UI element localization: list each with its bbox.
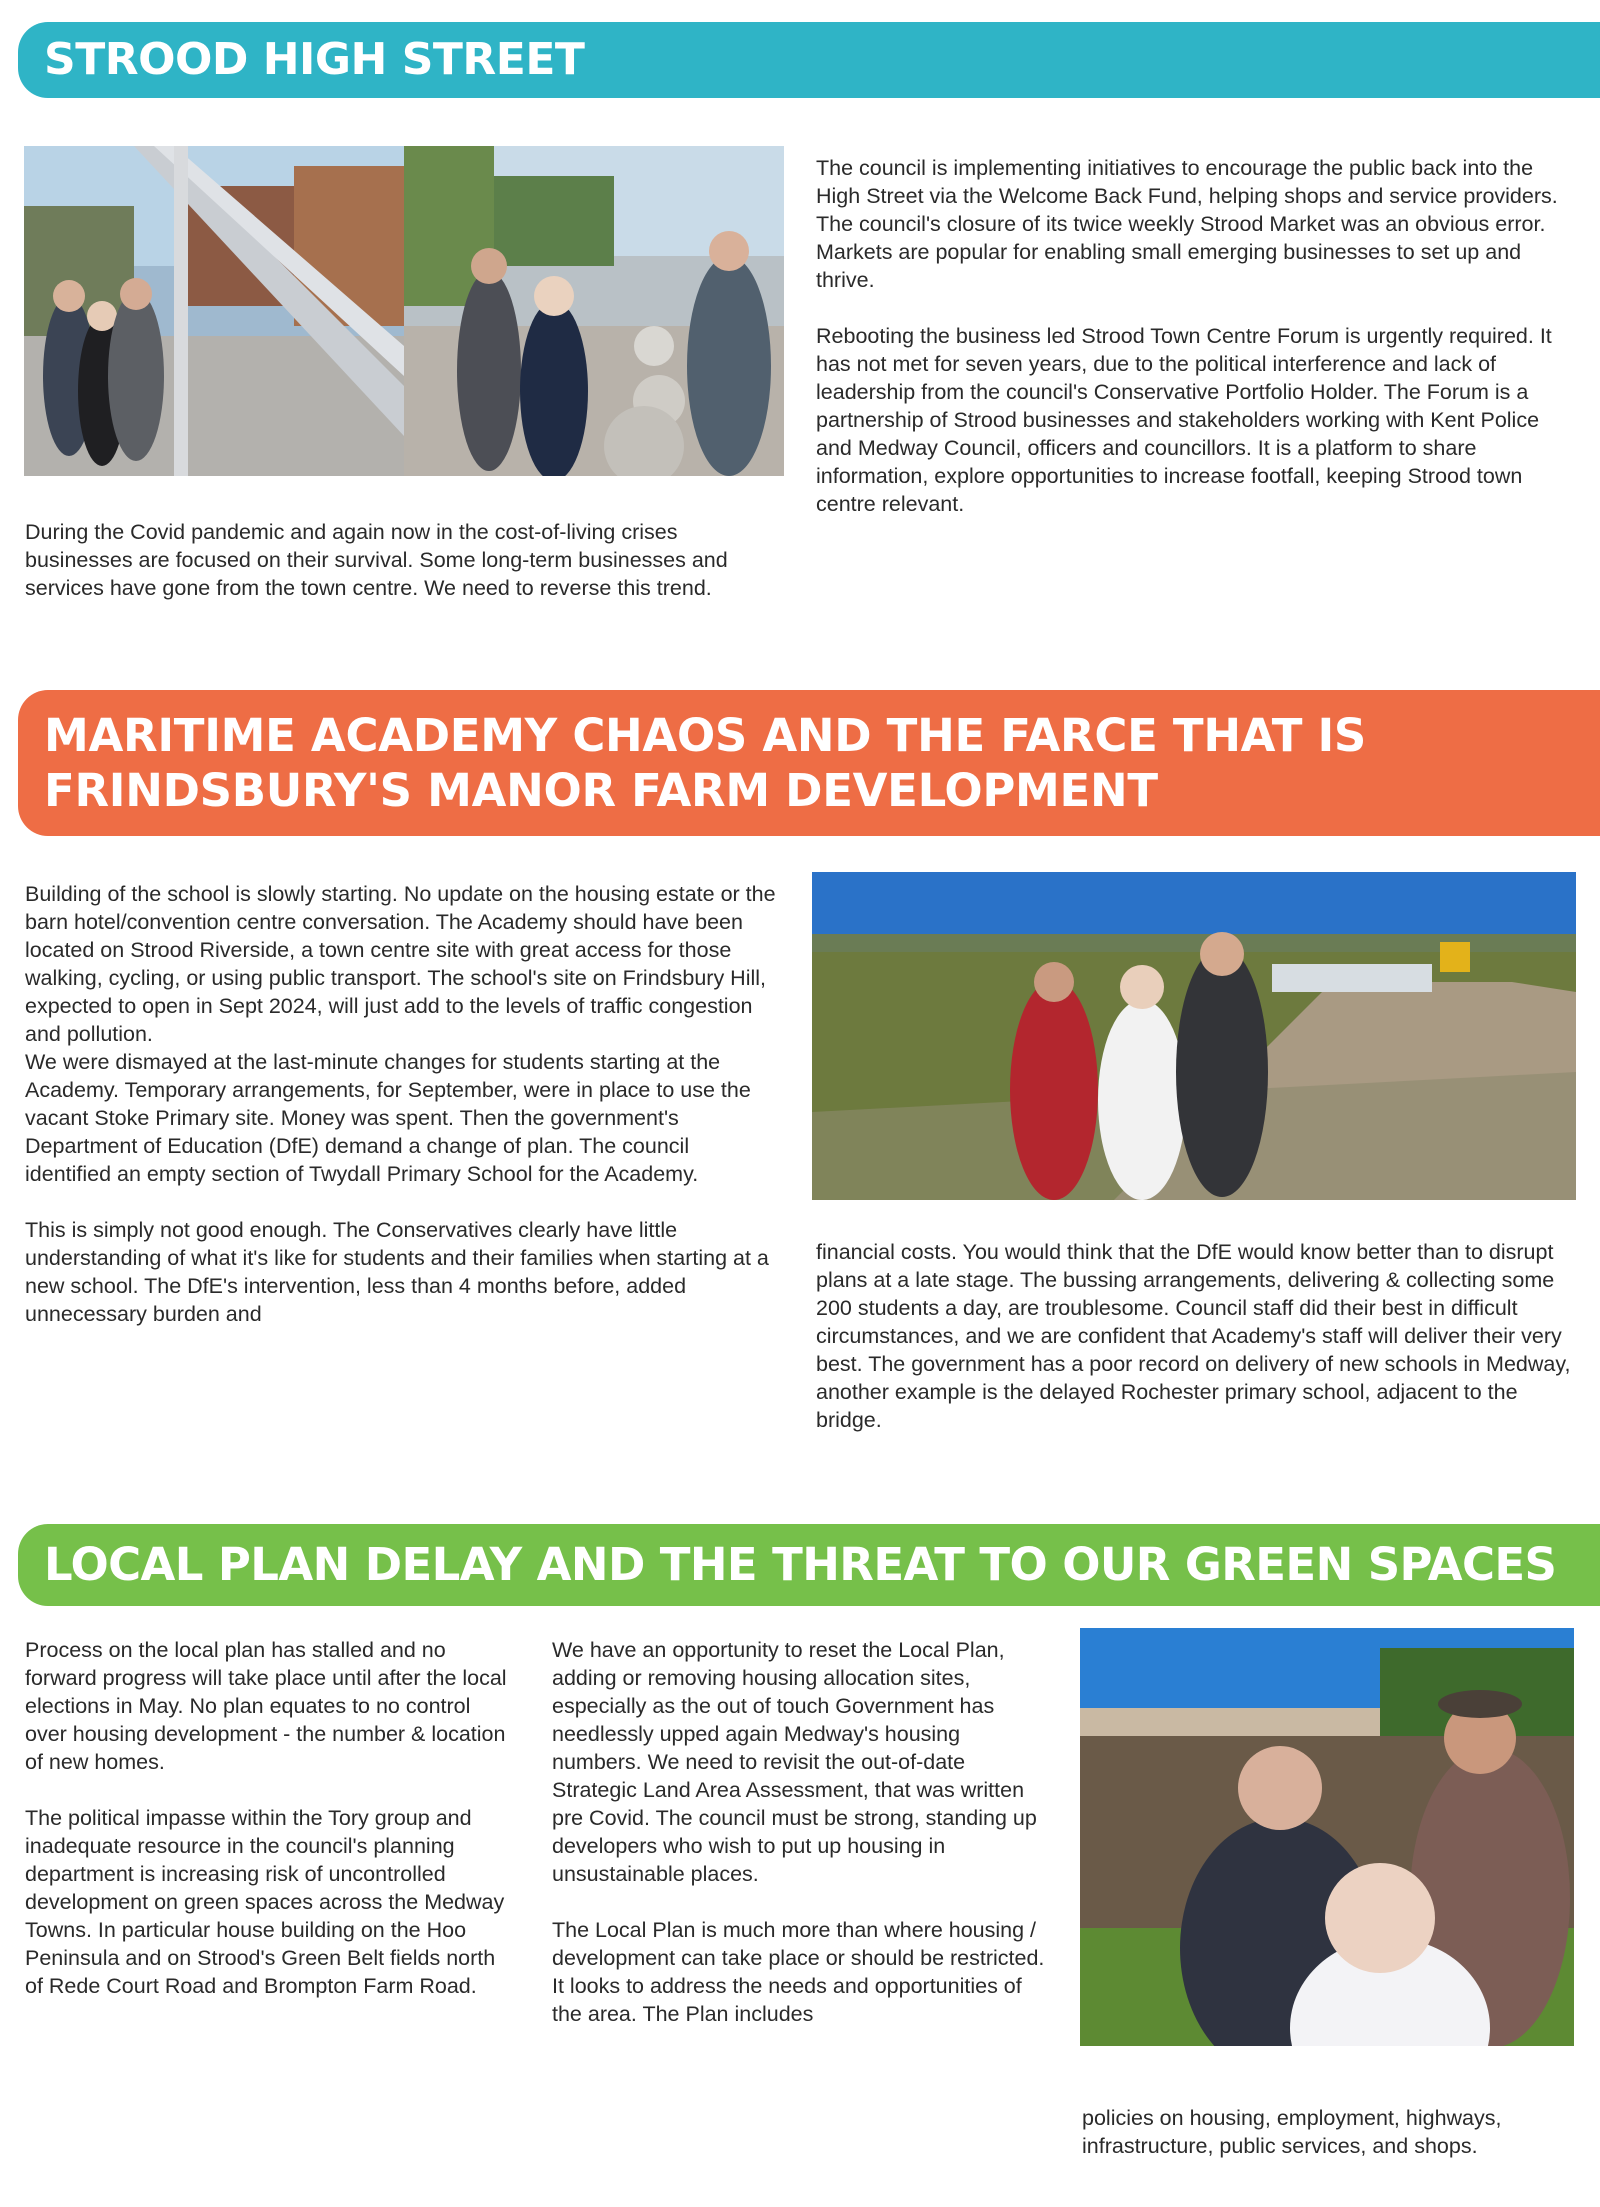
photo-high-street-group bbox=[24, 146, 404, 476]
section-title: LOCAL PLAN DELAY AND THE THREAT TO OUR GREEN SPACES bbox=[44, 1538, 1557, 1591]
section-title-line2: FRINDSBURY'S MANOR FARM DEVELOPMENT bbox=[44, 764, 1158, 817]
paragraph: Rebooting the business led Strood Town Centre Forum is urgently required. It has not met for seven years, due to the political interference and lack of leadership from the council's Conservative Portfolio Holder. The Forum is a partnership of Strood businesses and stakeholders working with Kent Police and Medway Council, officers and councillors. It is a platform to share information, explore opportunities to increase footfall, keeping Strood town centre relevant. bbox=[816, 324, 1552, 516]
paragraph: During the Covid pandemic and again now in the cost-of-living crises businesses are focused on their survival. Some long-term businesses and services have gone from the town centre. We need to reverse this trend. bbox=[25, 520, 728, 600]
paragraph: Building of the school is slowly starting. No update on the housing estate or the barn hotel/convention centre conversation. The Academy should have been located on Strood Riverside, a town centre site with great access for those walking, cycling, or using public transport. The school's site on Frindsbury Hill, expected to open in Sept 2024, will just add to the levels of traffic congestion and pollution. bbox=[25, 882, 776, 1046]
section2-right-text bbox=[816, 1238, 1578, 1434]
photo-manor-farm-site bbox=[812, 872, 1576, 1200]
section-banner-strood-high-street bbox=[18, 22, 1600, 98]
paragraph: We were dismayed at the last-minute changes for students starting at the Academy. Temporary arrangements, for September, were in place to use the vacant Stoke Primary site. Money was spent. Then the government's Department of Education (DfE) demand a change of plan. The council identified an empty section of Twydall Primary School for the Academy. bbox=[25, 1050, 751, 1186]
section1-left-text bbox=[25, 518, 785, 602]
paragraph: We have an opportunity to reset the Local Plan, adding or removing housing allocation sites, especially as the out of touch Government has needlessly upped again Medway's housing numbers. We need to revisit the out-of-date Strategic Land Area Assessment, that was written pre Covid. The council must be strong, standing up developers who wish to put up housing in unsustainable places. bbox=[552, 1638, 1037, 1886]
section1-right-text bbox=[816, 154, 1576, 518]
paragraph: This is simply not good enough. The Conservatives clearly have little understanding of what it's like for students and their families when starting at a new school. The DfE's intervention, less than 4 months before, added unnecessary burden and bbox=[25, 1218, 769, 1326]
paragraph: The council is implementing initiatives to encourage the public back into the High Street via the Welcome Back Fund, helping shops and service providers. The council's closure of its twice weekly Strood Market was an obvious error. Markets are popular for enabling small emerging businesses to set up and thrive. bbox=[816, 156, 1558, 292]
section-title-line1: MARITIME ACADEMY CHAOS AND THE FARCE THAT IS bbox=[44, 709, 1367, 762]
paragraph: The Local Plan is much more than where housing / development can take place or should be restricted. It looks to address the needs and opportunities of the area. The Plan includes bbox=[552, 1918, 1045, 2026]
section3-col3-text bbox=[1082, 2104, 1576, 2160]
paragraph: Process on the local plan has stalled and no forward progress will take place until after the local elections in May. No plan equates to no control over housing development - the number & location of new homes. bbox=[25, 1638, 507, 1774]
section3-col2-text bbox=[552, 1636, 1047, 2028]
section-banner-maritime-academy bbox=[18, 690, 1600, 836]
section-title: STROOD HIGH STREET bbox=[44, 34, 585, 85]
section-banner-local-plan bbox=[18, 1524, 1600, 1606]
paragraph: The political impasse within the Tory group and inadequate resource in the council's planning department is increasing risk of uncontrolled development on green spaces across the Medway Towns. In particular house building on the Hoo Peninsula and on Strood's Green Belt fields north of Rede Court Road and Brompton Farm Road. bbox=[25, 1806, 505, 1998]
photo-green-fields bbox=[1080, 1628, 1574, 2046]
paragraph: financial costs. You would think that the DfE would know better than to disrupt plans at a late stage. The bussing arrangements, delivering & collecting some 200 students a day, are troublesome. Council staff did their best in difficult circumstances, and we are confident that Academy's staff will deliver their very best. The government has a poor record on delivery of new schools in Medway, another example is the delayed Rochester primary school, adjacent to the bridge. bbox=[816, 1240, 1571, 1432]
paragraph: policies on housing, employment, highways, infrastructure, public services, and shops. bbox=[1082, 2106, 1502, 2158]
section2-left-text bbox=[25, 880, 780, 1328]
section3-col1-text bbox=[25, 1636, 515, 2000]
photo-high-street-bollards bbox=[404, 146, 784, 476]
